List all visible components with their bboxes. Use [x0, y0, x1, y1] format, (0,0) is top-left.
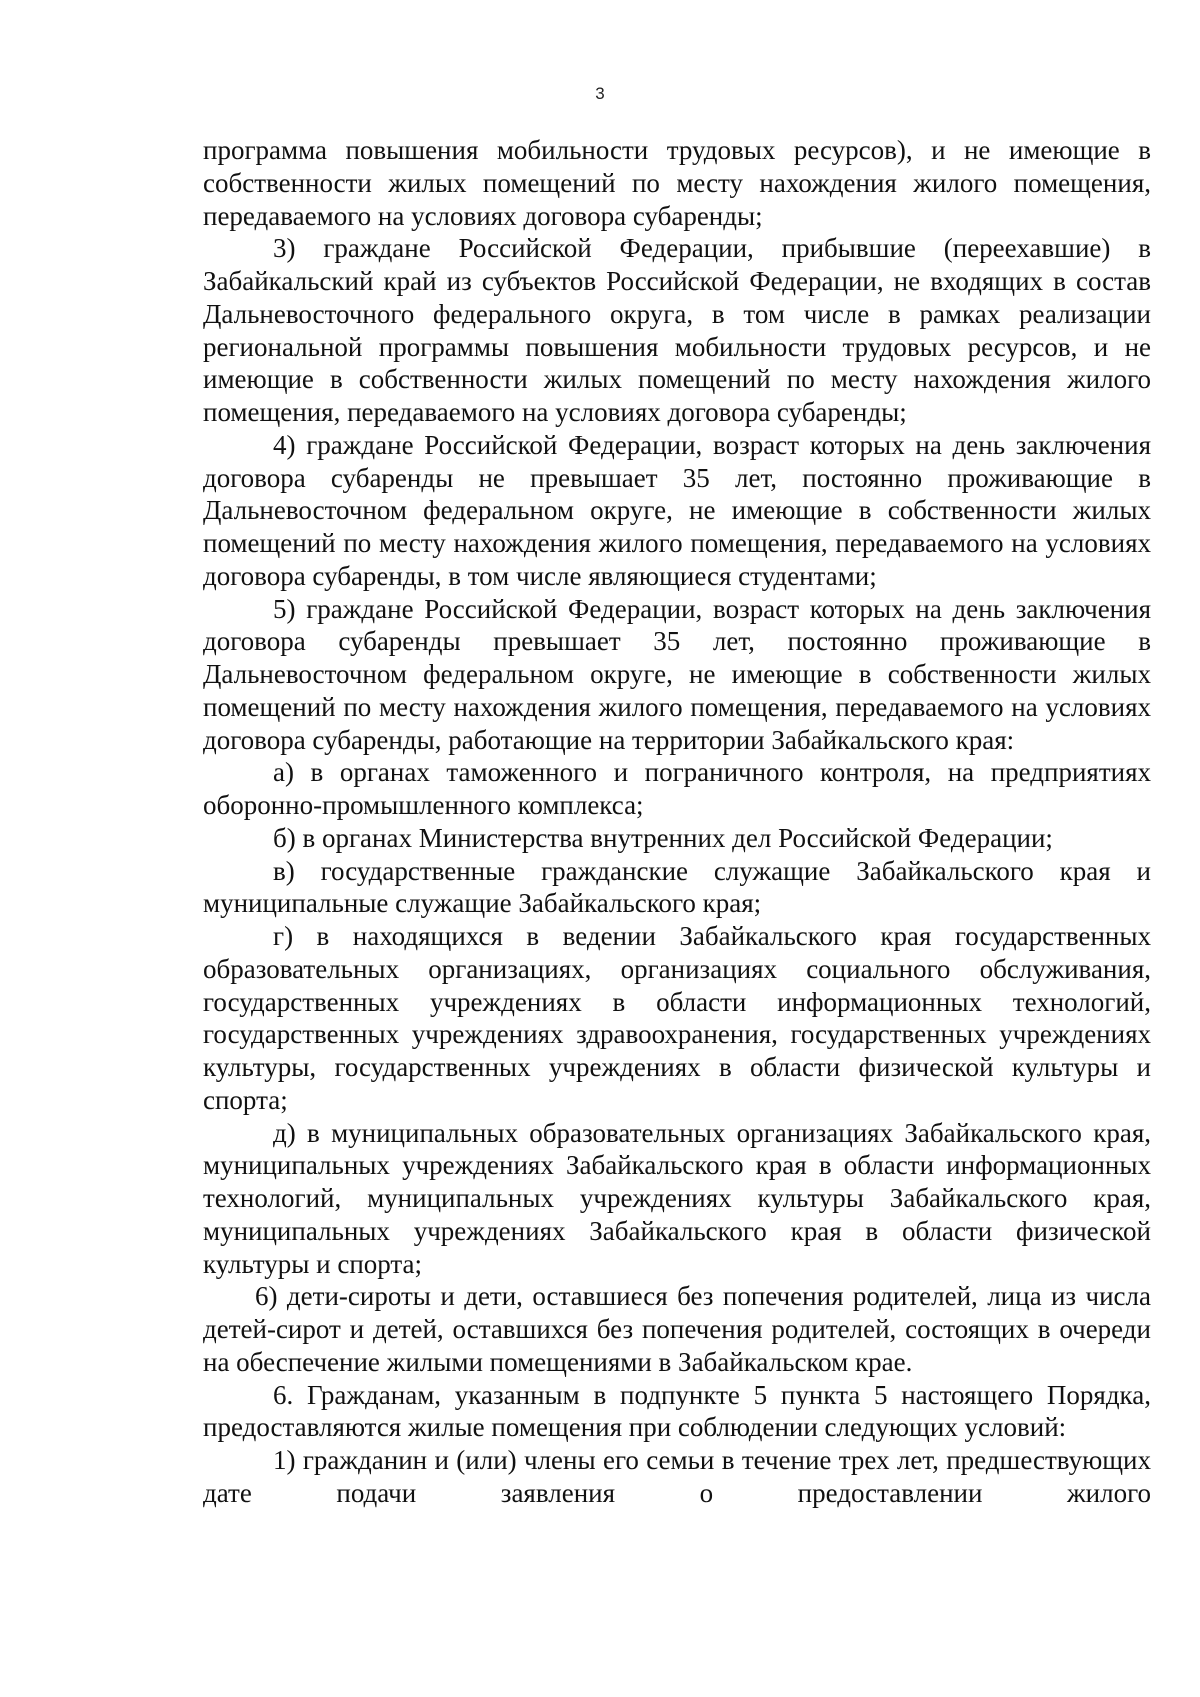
paragraph-subitem-g: г) в находящихся в ведении Забайкальского края государственных образовательных организациях, организациях социального обслуживания, государственных учреждениях в области информационных технологий, государственных учреждениях здравоохранения, государственных учреждениях культуры, государственных учреждениях в области физической культуры и спорта; — [203, 921, 1151, 1115]
paragraph-item-4: 4) граждане Российской Федерации, возраст которых на день заключения договора субаренды не превышает 35 лет, постоянно проживающие в Дальневосточном федеральном округе, не имеющие в собственности жилых помещений по месту нахождения жилого помещения, передаваемого на условиях договора субаренды, в том числе являющиеся студентами; — [203, 429, 1151, 591]
paragraph-subitem-b: б) в органах Министерства внутренних дел Российской Федерации; — [273, 822, 1053, 853]
document-body — [203, 134, 1151, 1510]
paragraph-section-6: 6. Гражданам, указанным в подпункте 5 пункта 5 настоящего Порядка, предоставляются жилые помещения при соблюдении следующих условий: — [203, 1379, 1151, 1443]
paragraph-subitem-d: д) в муниципальных образовательных организациях Забайкальского края, муниципальных учреждениях Забайкальского края в области информационных технологий, муниципальных учреждениях культуры Забайкальского края, муниципальных учреждениях Забайкальского края в области физической культуры и спорта; — [203, 1117, 1151, 1279]
paragraph-item-3: 3) граждане Российской Федерации, прибывшие (переехавшие) в Забайкальский край из субъектов Российской Федерации, не входящих в состав Дальневосточного федерального округа, в том числе в рамках реализации региональной программы повышения мобильности трудовых ресурсов, и не имеющие в собственности жилых помещений по месту нахождения жилого помещения, передаваемого на условиях договора субаренды; — [203, 233, 1151, 427]
paragraph-item-5: 5) граждане Российской Федерации, возраст которых на день заключения договора субаренды превышает 35 лет, постоянно проживающие в Дальневосточном федеральном округе, не имеющие в собственности жилых помещений по месту нахождения жилого помещения, передаваемого на условиях договора субаренды, работающие на территории Забайкальского края: — [203, 593, 1151, 755]
paragraph-condition-1: 1) гражданин и (или) члены его семьи в течение трех лет, предшествующих дате подачи заявления о предоставлении жилого — [203, 1445, 1151, 1508]
paragraph-continuation: программа повышения мобильности трудовых ресурсов), и не имеющие в собственности жилых помещений по месту нахождения жилого помещения, передаваемого на условиях договора субаренды; — [203, 135, 1151, 231]
paragraph-item-6: 6) дети-сироты и дети, оставшиеся без попечения родителей, лица из числа детей-сирот и детей, оставшихся без попечения родителей, состоящих в очереди на обеспечение жилыми помещениями в Забайкальском крае. — [203, 1281, 1151, 1377]
paragraph-subitem-a: а) в органах таможенного и пограничного контроля, на предприятиях оборонно-промышленного комплекса; — [203, 757, 1151, 820]
page-number: 3 — [595, 84, 605, 103]
paragraph-subitem-v: в) государственные гражданские служащие Забайкальского края и муниципальные служащие Забайкальского края; — [203, 855, 1151, 919]
